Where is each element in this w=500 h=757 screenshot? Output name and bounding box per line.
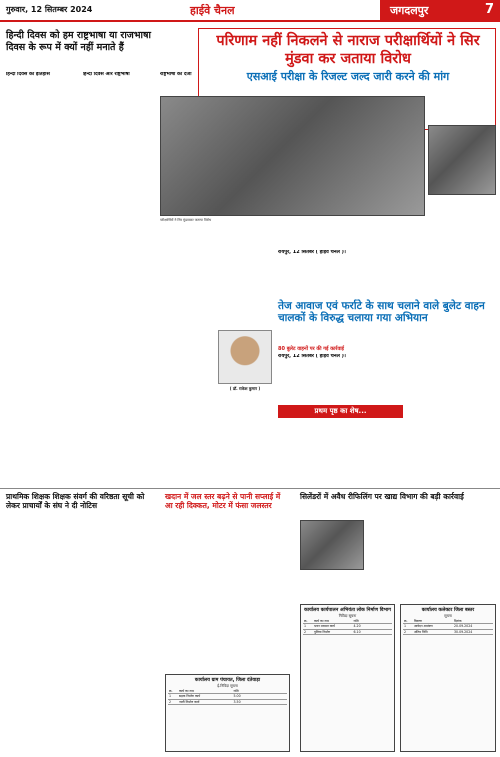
- table-row: 2 पुलिया निर्माण 6.10: [303, 630, 392, 635]
- lower-story-1-body: [6, 520, 156, 750]
- table-row: 1 भवन मरम्मत कार्य 4.20: [303, 624, 392, 629]
- left-subhead-3: राष्ट्रभाषा का दर्जा: [160, 72, 192, 77]
- bullet-subhead: 80 बुलेट वाहनों पर की गई कार्रवाई: [278, 346, 344, 352]
- body-text-column: [278, 250, 349, 300]
- header-title: हाईवे चैनल: [190, 4, 235, 17]
- left-subhead-1: हिन्दी दिवस का इतिहास: [6, 72, 50, 77]
- header-date: गुरुवार, 12 सितम्बर 2024: [6, 5, 93, 14]
- lower-story-3-headline: सिलेंडरों में अवैध रीफिलिंग पर खाद्य विभाग की बड़ी कार्रवाई: [300, 492, 464, 501]
- main-headline: परिणाम नहीं निकलने से नाराज परीक्षार्थियों ने सिर मुंडवा कर जताया विरोध: [216, 33, 480, 67]
- ad-3-sub: सूचना: [444, 614, 452, 618]
- ad-2-sub: निविदा सूचना: [338, 614, 357, 618]
- tender-ad-2: [300, 604, 395, 752]
- protest-photo: [160, 96, 425, 216]
- bullet-headline: तेज आवाज एवं फर्राटे के साथ चलाने वाले बुलेट वाहन चालकों के विरुद्ध चलाया गया अभियान: [278, 300, 485, 324]
- continued-body: [278, 422, 496, 482]
- author-portrait: [218, 330, 272, 384]
- header-city-block: [380, 0, 500, 20]
- left-story-headline: हिन्दी दिवस को हम राष्ट्रभाषा या राजभाषा दिवस के रूप में क्यों नहीं मनाते हैं: [6, 30, 151, 53]
- lower-story-2-body: [165, 520, 290, 670]
- tender-ad-1: [165, 674, 290, 752]
- body-text-column: [278, 422, 349, 482]
- main-dateline: रायपुर, 12 सितंबर ( हाईवे चैनल )।: [278, 250, 346, 255]
- table-row: क्र. विवरण दिनांक: [403, 619, 493, 624]
- lower-story-2-headline: खदान में जल स्तर बढ़ने से पानी सप्लाई में आ रही दिक्कत, मोटर में फंसा जलस्तर: [165, 492, 281, 510]
- continued-banner: प्रथम पृष्ठ का शेष...: [278, 405, 403, 418]
- ad-3-title: कार्यालय कलेक्टर जिला बस्तर: [421, 608, 475, 613]
- ad-2-title: कार्यालय कार्यपालन अभियंता लोक निर्माण विभाग: [304, 608, 391, 613]
- table-row: 1 आवेदन आमंत्रण 20.09.2024: [403, 624, 493, 629]
- table-row: 2 अंतिम तिथि 30.09.2024: [403, 630, 493, 635]
- table-row: क्र. कार्य का नाम राशि: [168, 689, 287, 694]
- side-photo: [428, 125, 496, 195]
- cylinder-photo: [300, 520, 364, 570]
- body-text-column: [425, 354, 496, 399]
- table-row: 1 सड़क निर्माण कार्य 5.00: [168, 694, 287, 699]
- header-city: जगदलपुर: [390, 4, 429, 17]
- body-text-column: [352, 422, 423, 482]
- main-deck: एसआई परीक्षा के रिजल्ट जल्द जारी करने की मांग: [246, 70, 450, 83]
- page-header: [0, 0, 500, 22]
- lower-story-1-headline: प्राथमिक शिक्षक शिक्षक संवर्ग की वरिष्ठता सूची को लेकर प्राचार्यों के संघ ने दी नोटिस: [6, 492, 145, 510]
- page-number: 7: [484, 2, 494, 17]
- table-row: 2 नाली निर्माण कार्य 3.50: [168, 700, 287, 705]
- body-text-column: [352, 250, 423, 300]
- table-row: क्र. कार्य का नाम राशि: [303, 619, 392, 624]
- left-subhead-2: हिन्दी दिवस और राष्ट्रभाषा: [82, 72, 130, 77]
- body-text-column: [425, 422, 496, 482]
- body-text-column: [352, 354, 423, 399]
- author-name: ( डॉ. राकेश कुमार ): [229, 386, 261, 391]
- ad-1-sub: ई-निविदा सूचना: [217, 684, 238, 688]
- ad-1-title: कार्यालय ग्राम पंचायत, जिला दंतेवाड़ा: [194, 678, 261, 683]
- section-divider: [0, 488, 500, 489]
- body-text-column: [6, 72, 80, 390]
- left-story-body: [6, 72, 156, 390]
- body-text-column: [278, 354, 349, 399]
- tender-ad-3: [400, 604, 496, 752]
- photo-caption: परीक्षार्थियों ने सिर मुंडवाकर जताया विरोध: [160, 218, 212, 222]
- bullet-story-body: [278, 354, 496, 399]
- lower-story-3-body: [368, 520, 496, 600]
- body-text-column: [83, 72, 157, 390]
- body-text-column: [425, 250, 496, 300]
- main-story-body: [278, 250, 496, 300]
- bullet-dateline: रायपुर, 12 सितंबर ( हाईवे चैनल )।: [278, 354, 346, 359]
